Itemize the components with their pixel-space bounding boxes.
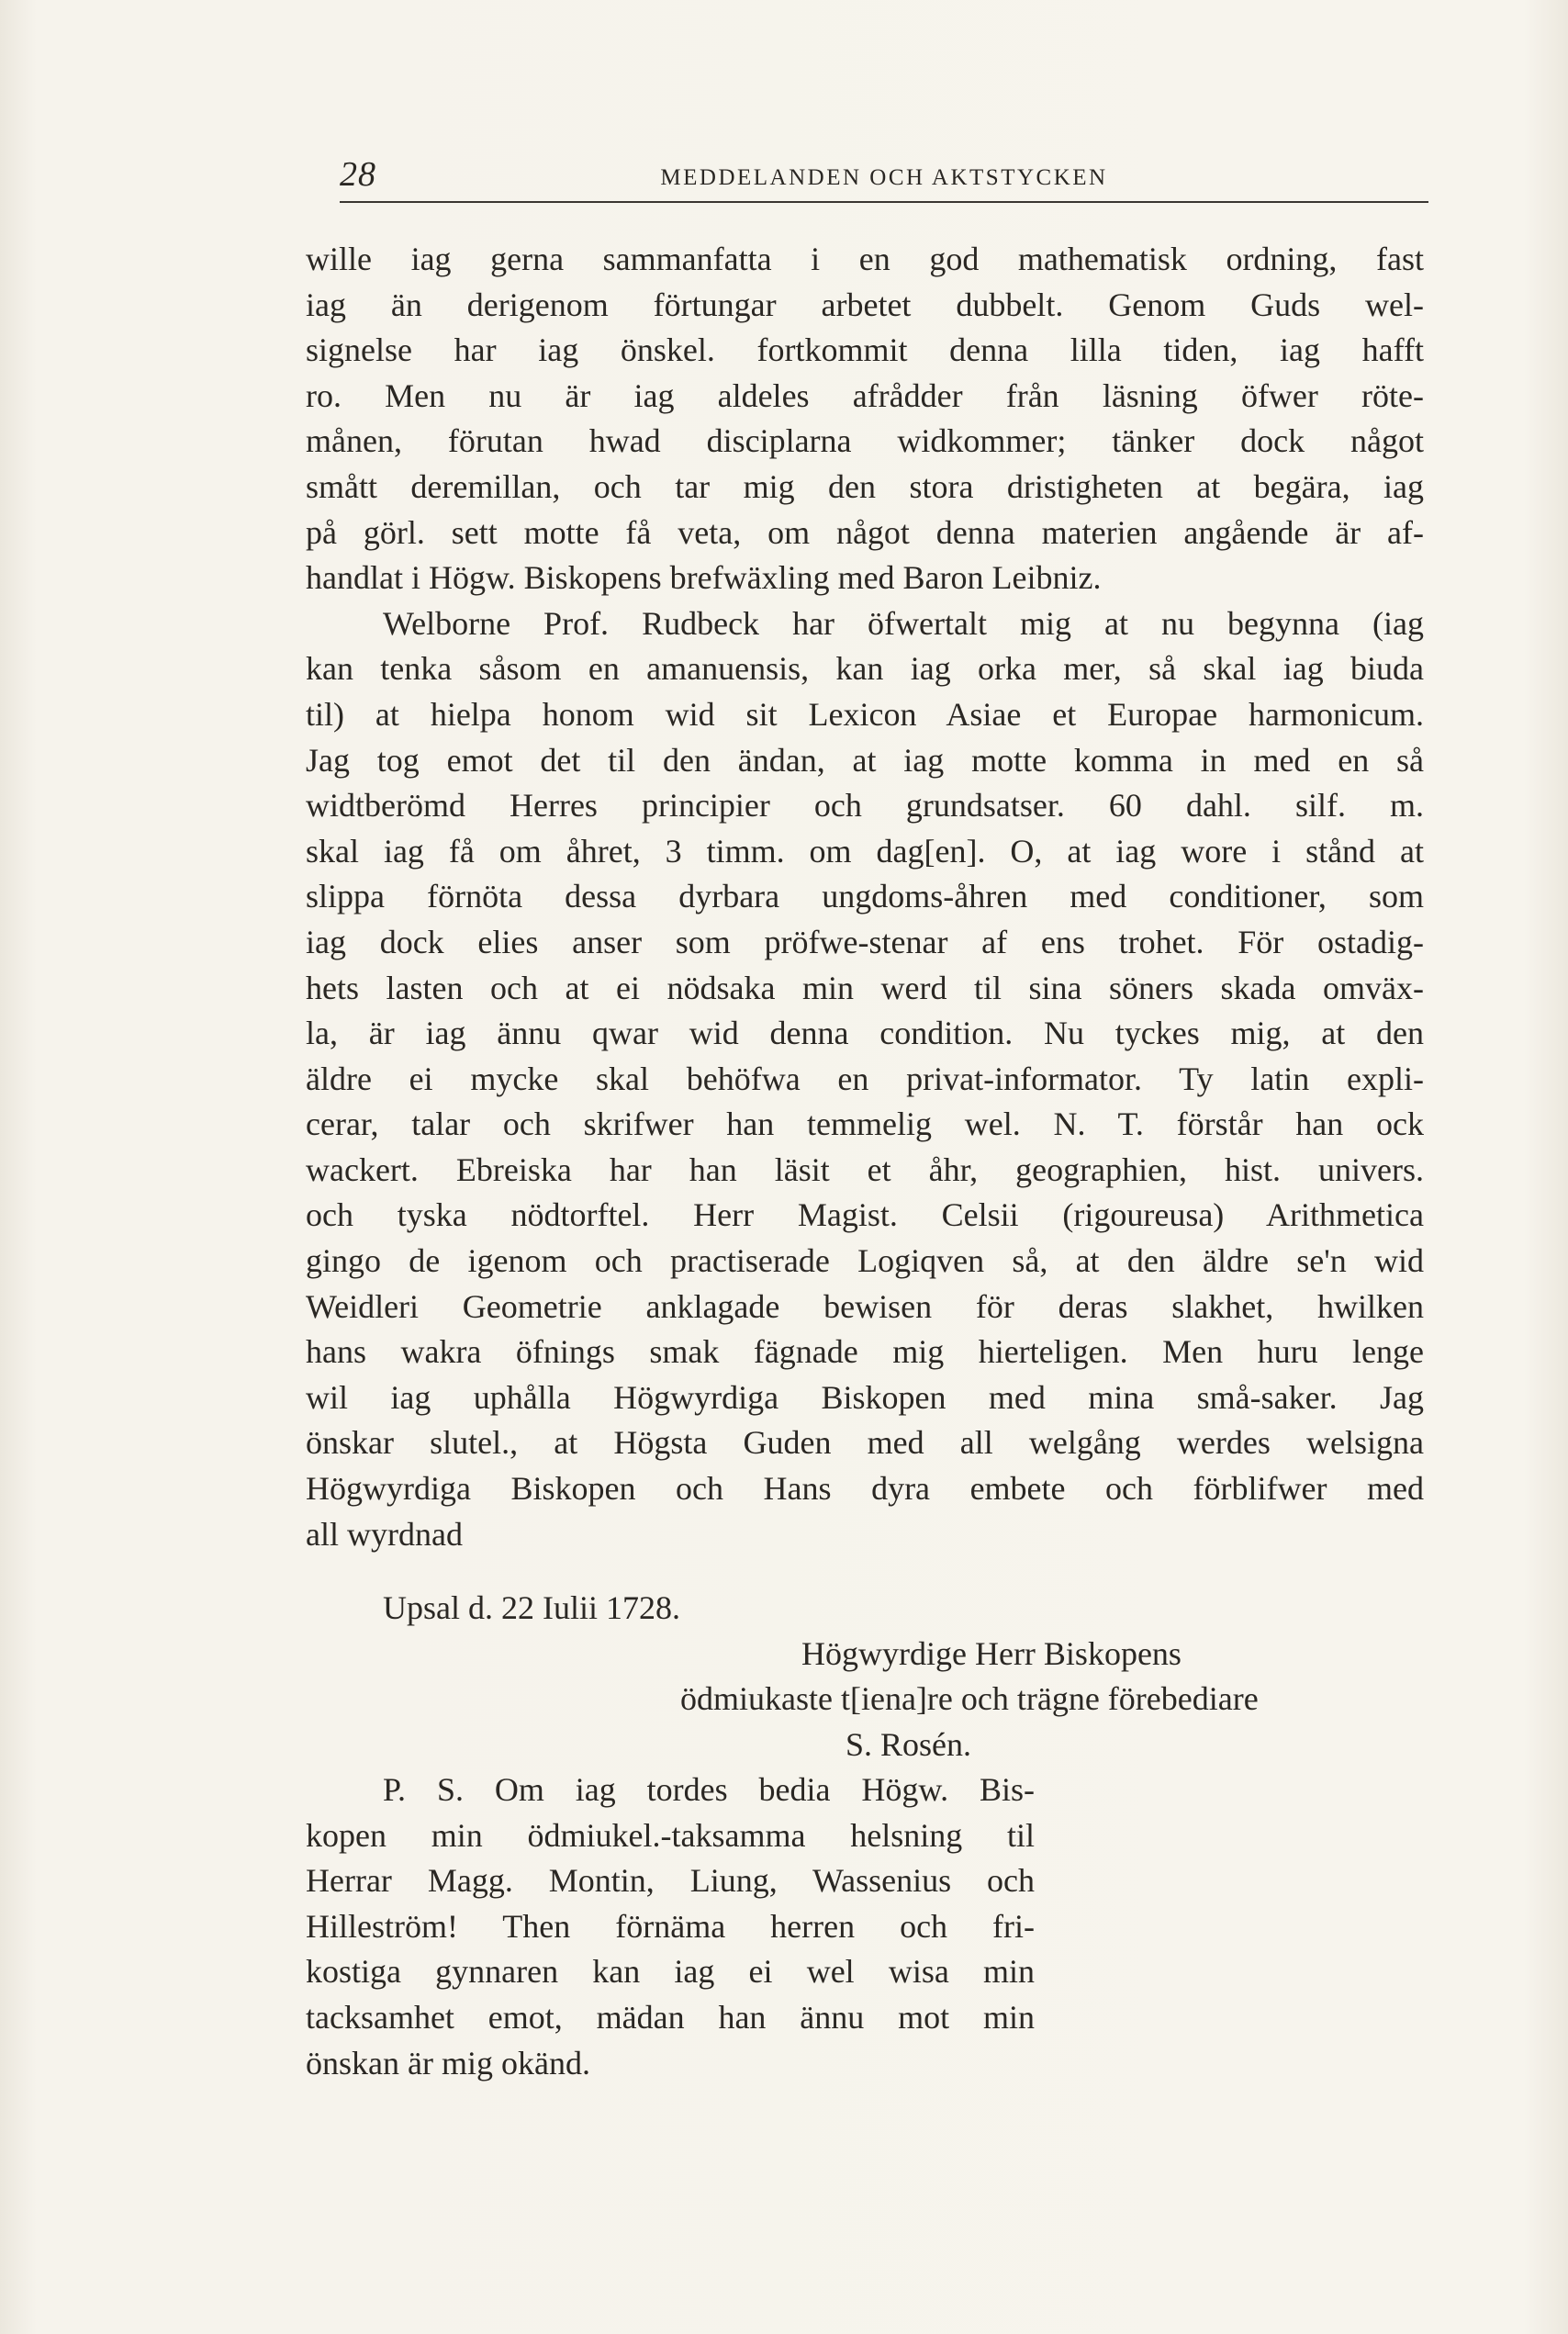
postscript-line: kostiga gynnaren kan iag ei wel wisa min [306, 1953, 1035, 1991]
body-line: Weidleri Geometrie anklagade bewisen för deras slakhet, hwilken [306, 1287, 1424, 1325]
postscript-line: önskan är mig okänd. [306, 2044, 590, 2082]
body-line: äldre ei mycke skal behöfwa en privat-informator. Ty latin expli- [306, 1060, 1424, 1097]
running-head: MEDDELANDEN OCH AKTSTYCKEN [660, 165, 1108, 190]
body-line: signelse har iag önskel. fortkommit denna lilla tiden, iag hafft [306, 331, 1424, 369]
body-line: Jag tog emot det til den ändan, at iag motte komma in med en så [306, 741, 1424, 779]
signature-name: S. Rosén. [846, 1725, 972, 1763]
body-line: til) at hielpa honom wid sit Lexicon Asiae et Europae harmonicum. [306, 695, 1424, 733]
body-line: cerar, talar och skrifwer han temmelig wel. N. T. förstår han ock [306, 1105, 1424, 1143]
body-line: iag än derigenom förtungar arbetet dubbelt. Genom Guds wel- [306, 286, 1424, 323]
body-line: wackert. Ebreiska har han läsit et åhr, geographien, hist. univers. [306, 1150, 1424, 1188]
body-line: på görl. sett motte få veta, om något denna materien angående är af- [306, 513, 1424, 551]
postscript-line: kopen min ödmiukel.-taksamma helsning til [306, 1816, 1035, 1854]
body-line: Welborne Prof. Rudbeck har öfwertalt mig at nu begynna (iag [383, 604, 1424, 642]
postscript-line: Herrar Magg. Montin, Liung, Wassenius och [306, 1862, 1035, 1900]
body-line: wil iag uphålla Högwyrdiga Biskopen med mina små-saker. Jag [306, 1378, 1424, 1416]
signature-line: Högwyrdige Herr Biskopens [801, 1634, 1182, 1672]
body-line: månen, förutan hwad disciplarna widkommer; tänker dock något [306, 422, 1424, 460]
postscript-line: P. S. Om iag tordes bedia Högw. Bis- [383, 1771, 1035, 1808]
body-line: widtberömd Herres principier och grundsatser. 60 dahl. silf. m. [306, 787, 1424, 825]
header-rule [340, 201, 1428, 203]
body-line: hans wakra öfnings smak fägnade mig hierteligen. Men huru lenge [306, 1333, 1424, 1371]
body-line: iag dock elies anser som pröfwe-stenar af ens trohet. För ostadig- [306, 923, 1424, 960]
body-line: ro. Men nu är iag aldeles afrådder från läsning öfwer röte- [306, 376, 1424, 414]
page-number: 28 [340, 155, 376, 194]
signature-line: ödmiukaste t[iena]re och trägne förebediare [680, 1680, 1259, 1718]
letter-closing [306, 1586, 1424, 1767]
body-line: all wyrdnad [306, 1515, 463, 1553]
body-line: önskar slutel., at Högsta Guden med all welgång werdes welsigna [306, 1424, 1424, 1462]
letter-body [306, 237, 1424, 1557]
body-line: slippa förnöta dessa dyrbara ungdoms-åhren med conditioner, som [306, 878, 1424, 915]
body-line: handlat i Högw. Biskopens brefwäxling med Baron Leibniz. [306, 559, 1102, 597]
body-line: skal iag få om åhret, 3 timm. om dag[en]. O, at iag wore i stånd at [306, 832, 1424, 870]
body-line: kan tenka såsom en amanuensis, kan iag orka mer, så skal iag biuda [306, 650, 1424, 688]
body-line: wille iag gerna sammanfatta i en god mathematisk ordning, fast [306, 241, 1424, 277]
postscript-line: tacksamhet emot, mädan han ännu mot min [306, 1998, 1035, 2036]
body-line: Högwyrdiga Biskopen och Hans dyra embete och förblifwer med [306, 1470, 1424, 1508]
dateline: Upsal d. 22 Iulii 1728. [383, 1589, 680, 1626]
postscript [306, 1767, 1035, 2086]
page-header [340, 147, 1428, 202]
body-line: smått deremillan, och tar mig den stora dristigheten at begära, iag [306, 467, 1424, 505]
postscript-line: Hilleström! Then förnäma herren och fri- [306, 1907, 1035, 1945]
body-line: la, är iag ännu qwar wid denna condition. Nu tyckes mig, at den [306, 1015, 1424, 1052]
body-line: och tyska nödtorftel. Herr Magist. Celsii (rigoureusa) Arithmetica [306, 1196, 1424, 1234]
body-line: hets lasten och at ei nödsaka min werd til sina söners skada omväx- [306, 969, 1424, 1006]
body-line: gingo de igenom och practiserade Logiqven så, at den äldre se'n wid [306, 1242, 1424, 1280]
